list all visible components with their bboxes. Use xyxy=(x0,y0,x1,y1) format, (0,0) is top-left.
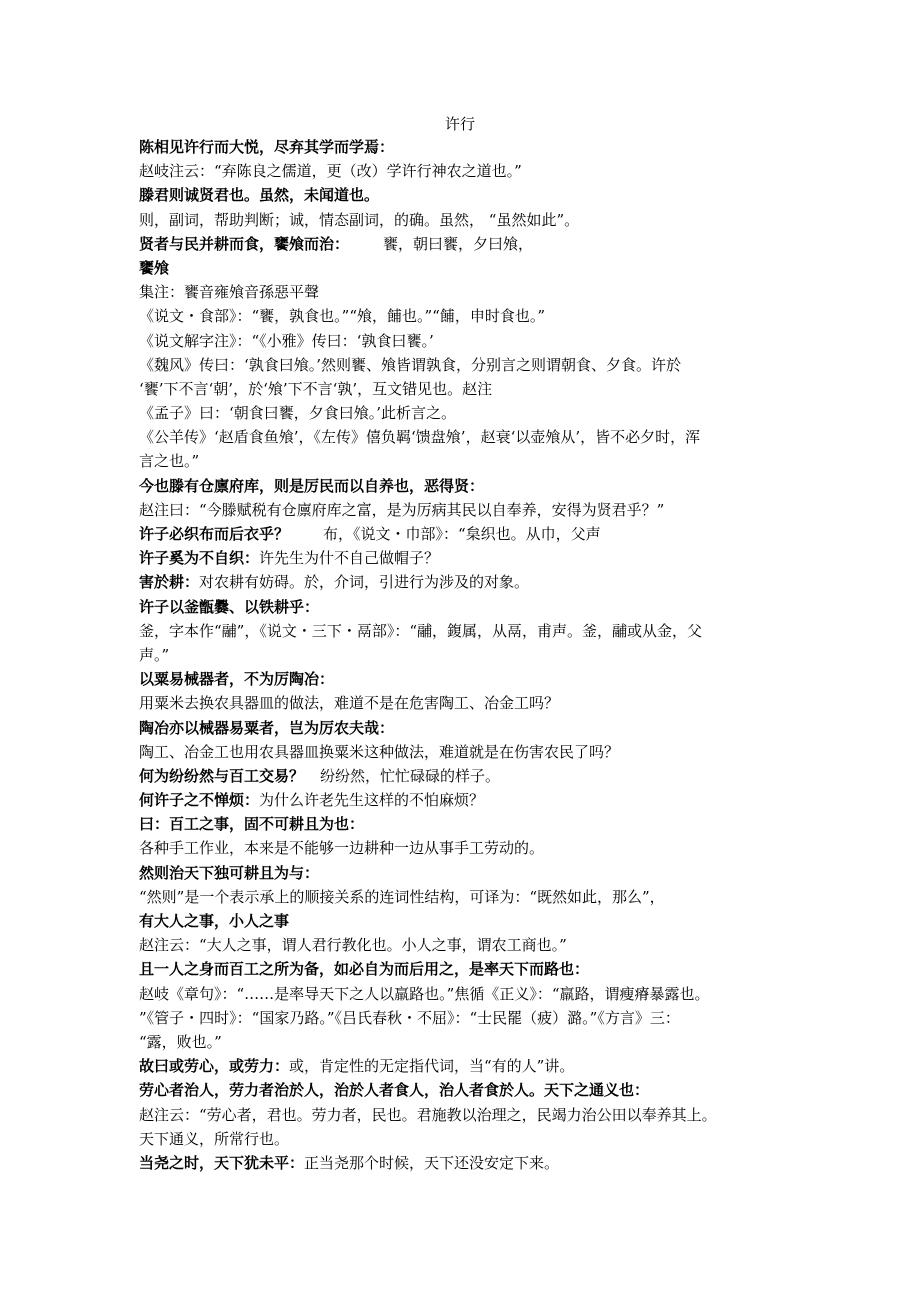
document-body xyxy=(139,135,804,1175)
annotation-text: “然则”是一个表示承上的顺接关系的连词性结构，可译为：“既然如此，那么”， xyxy=(139,887,665,906)
text-line xyxy=(139,546,804,570)
text-line xyxy=(139,788,804,812)
text-line xyxy=(139,691,804,715)
heading-phrase: 许子以釜甑爨、以铁耕乎： xyxy=(139,597,320,616)
text-line xyxy=(139,643,804,667)
heading-phrase: 饔飧 xyxy=(139,258,170,277)
text-line xyxy=(139,183,804,207)
annotation-text: 《说文解字注》：“《小雅》传曰：‘孰食曰饔。’ xyxy=(139,331,434,350)
text-line xyxy=(139,667,804,691)
heading-phrase: 何许子之不惮烦： xyxy=(139,791,260,810)
text-line xyxy=(139,135,804,159)
annotation-text: 为什么许老先生这样的不怕麻烦？ xyxy=(259,791,485,810)
heading-phrase: 以粟易械器者，不为厉陶冶： xyxy=(139,670,335,689)
text-line xyxy=(139,982,804,1006)
text-line xyxy=(139,1054,804,1078)
text-line xyxy=(139,1103,804,1127)
text-line xyxy=(139,570,804,594)
annotation-text: 《说文・食部》：“饔，孰食也。”“飧，餔也。”“餔，申时食也。” xyxy=(139,307,546,326)
heading-phrase: 故曰或劳心，或劳力： xyxy=(139,1057,290,1076)
annotation-text: 布，《说文・巾部》：“枲织也。从巾，父声 xyxy=(323,525,601,543)
annotation-text: 饔，朝曰饔，夕曰飧， xyxy=(383,234,534,253)
heading-phrase: 何为纷纷然与百工交易？ xyxy=(139,766,305,785)
annotation-text: 言之也。” xyxy=(139,452,200,471)
heading-phrase: 许子奚为不自织： xyxy=(139,549,260,568)
annotation-text: 许先生为什不自己做帽子？ xyxy=(259,549,440,568)
heading-phrase: 且一人之身而百工之所为备，如必自为而后用之，是率天下而路也： xyxy=(139,960,590,979)
heading-phrase: 陶冶亦以械器易粟者，岂为厉农夫哉： xyxy=(139,718,395,737)
text-line xyxy=(139,208,804,232)
text-line xyxy=(139,353,804,377)
annotation-text: 《孟子》曰：‘朝食曰饔，夕食曰飧。’此析言之。 xyxy=(139,404,457,423)
heading-phrase: 贤者与民并耕而食，饔飧而治： xyxy=(139,234,350,253)
text-line xyxy=(139,595,804,619)
text-line xyxy=(139,909,804,933)
annotation-text: ‘饔’下不言‘朝’，於‘飧’下不言‘孰’，互文错见也。赵注 xyxy=(139,379,493,398)
annotation-text: 或，肯定性的无定指代词，当“有的人”讲。 xyxy=(289,1057,575,1076)
annotation-text: 集注：饔音雍飧音孫惡平聲 xyxy=(139,283,320,302)
text-line xyxy=(139,619,804,643)
annotation-text: 纷纷然，忙忙碌碌的样子。 xyxy=(320,766,501,785)
annotation-text: 赵注曰：“今滕赋税有仓廪府库之富，是为厉病其民以自奉养，安得为贤君乎？” xyxy=(139,500,665,519)
heading-phrase: 害於耕： xyxy=(139,573,200,592)
heading-phrase: 有大人之事，小人之事 xyxy=(139,912,290,930)
text-line xyxy=(139,280,804,304)
annotation-text: 赵岐《章句》：“……是率导天下之人以羸路也。”焦循《正义》：“羸路，谓瘦瘠暴露也。 xyxy=(139,984,710,1003)
heading-phrase: 曰：百工之事，固不可耕且为也： xyxy=(139,815,365,834)
annotation-text: 正当尧那个时候，天下还没安定下来。 xyxy=(304,1153,560,1172)
text-line xyxy=(139,933,804,957)
annotation-text: ”《管子・四时》：“国家乃路。”《吕氏春秋・不屈》：“士民罷（疲）潞。”《方言》三： xyxy=(139,1008,680,1027)
heading-phrase: 滕君则诚贤君也。虽然，未闻道也。 xyxy=(139,186,380,205)
heading-phrase: 当尧之时，天下犹未平： xyxy=(139,1153,305,1172)
text-line xyxy=(139,232,804,256)
annotation-text: 赵岐注云：“弃陈良之儒道，更（改）学许行神农之道也。” xyxy=(139,162,522,181)
text-line xyxy=(139,1030,804,1054)
text-line xyxy=(139,498,804,522)
text-line xyxy=(139,401,804,425)
annotation-text: 赵注云：“大人之事，谓人君行教化也。小人之事，谓农工商也。” xyxy=(139,936,567,955)
text-line xyxy=(139,304,804,328)
text-line xyxy=(139,159,804,183)
page-title: 许行 xyxy=(444,115,475,133)
text-line xyxy=(139,1151,804,1175)
text-line xyxy=(139,812,804,836)
annotation-text: 《公羊传》‘赵盾食鱼飧’，《左传》僖负羁‘馈盘飧’，赵衰‘以壶飧从’，皆不必夕时，浑 xyxy=(139,428,701,447)
heading-phrase: 陈相见许行而大悦，尽弃其学而学焉： xyxy=(139,138,395,156)
heading-phrase: 今也滕有仓廪府库，则是厉民而以自养也，恶得贤： xyxy=(139,476,485,495)
text-line xyxy=(139,256,804,280)
annotation-text: 天下通义，所常行也。 xyxy=(139,1129,290,1148)
text-line xyxy=(139,522,804,546)
text-line xyxy=(139,474,804,498)
annotation-text: 各种手工作业，本来是不能够一边耕种一边从事手工劳动的。 xyxy=(139,839,545,858)
text-line xyxy=(139,377,804,401)
annotation-text: 釜，字本作“鬴”，《说文・三下・鬲部》：“鬴，鍑属，从鬲，甫声。釜，鬴或从金，父 xyxy=(139,621,703,640)
annotation-text: “露，败也。” xyxy=(139,1032,222,1051)
text-line xyxy=(139,740,804,764)
heading-phrase: 许子必织布而后衣乎？ xyxy=(139,525,290,543)
annotation-text: 对农耕有妨碍。於，介词，引进行为涉及的对象。 xyxy=(199,573,530,592)
text-line xyxy=(139,425,804,449)
heading-phrase: 劳心者治人，劳力者治於人，治於人者食人，治人者食於人。天下之通义也： xyxy=(139,1081,650,1100)
annotation-text: 赵注云：“劳心者，君也。劳力者，民也。君施教以治理之，民竭力治公田以奉养其上。 xyxy=(139,1105,717,1124)
text-line xyxy=(139,1127,804,1151)
annotation-text: 声。” xyxy=(139,645,170,664)
text-line xyxy=(139,1006,804,1030)
text-line xyxy=(139,449,804,473)
text-line xyxy=(139,885,804,909)
text-line xyxy=(139,861,804,885)
heading-phrase: 然则治天下独可耕且为与： xyxy=(139,863,320,882)
annotation-text: 《魏风》传曰：‘孰食曰飧。’然则饔、飧皆谓孰食，分别言之则谓朝食、夕食。许於 xyxy=(139,355,682,374)
text-line xyxy=(139,764,804,788)
text-line xyxy=(139,1078,804,1102)
text-line xyxy=(139,957,804,981)
text-line xyxy=(139,836,804,860)
text-line xyxy=(139,329,804,353)
text-line xyxy=(139,716,804,740)
annotation-text: 则，副词，帮助判断；诚，情态副词，的确。虽然， “虽然如此”。 xyxy=(139,210,580,229)
annotation-text: 用粟米去换农具器皿的做法，难道不是在危害陶工、冶金工吗？ xyxy=(139,694,560,713)
annotation-text: 陶工、冶金工也用农具器皿换粟米这种做法，难道就是在伤害农民了吗？ xyxy=(139,742,620,761)
